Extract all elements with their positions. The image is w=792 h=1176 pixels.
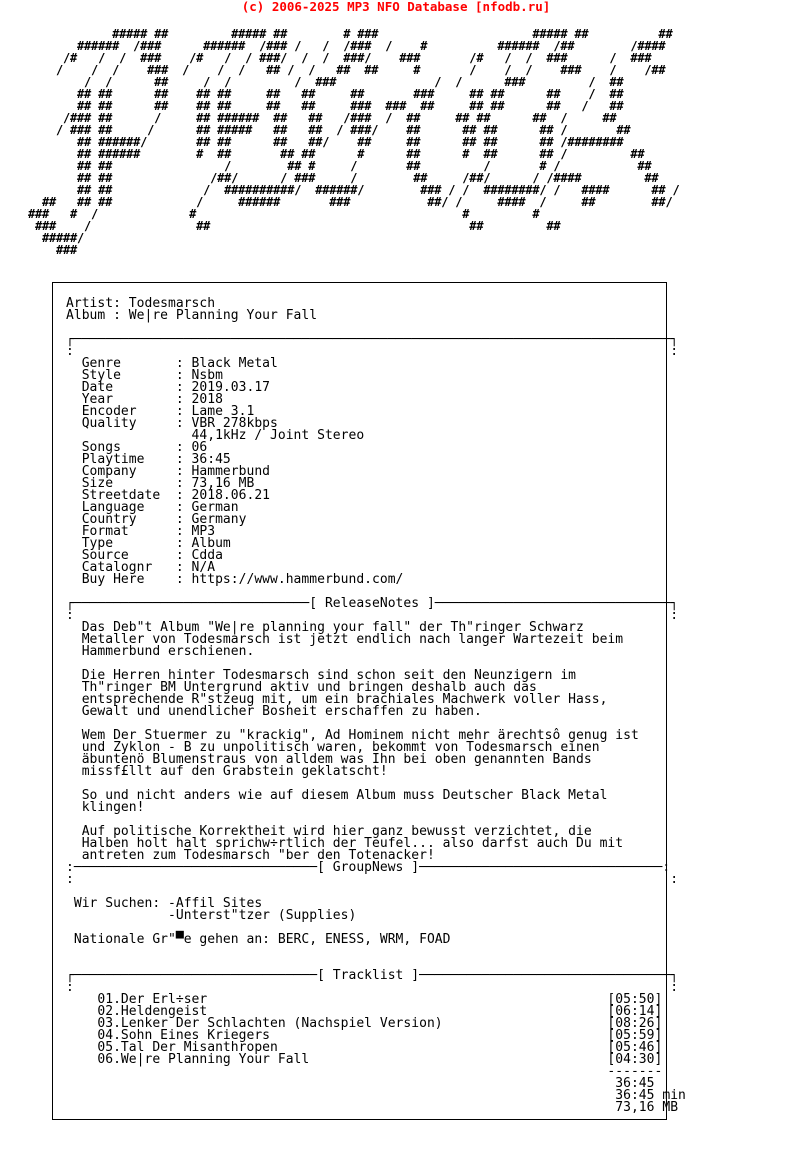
logo-line: ## ######/ ## ## ## ##/ ## ## ## ## ## /######## — [0, 135, 624, 149]
logo-line: ## ## / ##########/ ######/ ### / / ########/ / #### ## / — [0, 183, 680, 197]
nfo-line: Genre : Black Metal — [66, 356, 278, 371]
nfo-line: 36:45 min — [66, 1088, 686, 1103]
nfo-line: Quality : VBR 278kbps — [66, 416, 278, 431]
nfo-line: : : — [66, 980, 679, 995]
logo-line: ## ## ## / ###### ### ##/ / #### / ## ##/ — [0, 195, 673, 209]
nfo-line: Playtime : 36:45 — [66, 452, 231, 467]
nfo-line: Das Deb"t Album "We|re planning your fall" der Th"ringer Schwarz — [66, 620, 584, 635]
nfo-line: Format : MP3 — [66, 524, 216, 539]
nfo-line: missf£llt auf den Grabstein geklatscht! — [66, 764, 388, 779]
nfo-line: Artist: Todesmarsch — [66, 296, 216, 311]
logo-line: ### — [0, 243, 78, 257]
nfo-line: Streetdate : 2018.06.21 — [66, 488, 271, 503]
nfo-line: 36:45 — [66, 1076, 655, 1091]
nfo-line: Type : Album — [66, 536, 231, 551]
logo-line: ## ## ## ## ## ## ## ### ### ## ## ## ## / ## — [0, 99, 624, 113]
nfo-line: Die Herren hinter Todesmarsch sind schon seit den Neunzigern im — [66, 668, 577, 683]
nfo-line: ┌──────────────────────────────[ ReleaseNotes ]──────────────────────────────┐ — [66, 596, 679, 611]
nfo-line: entsprechende R"stzeug mit, um ein brachiales Machwerk voller Hass, — [66, 692, 608, 707]
nfo-line: So und nicht anders wie auf diesem Album muss Deutscher Black Metal — [66, 788, 608, 803]
nfo-line: antreten zum Todesmarsch "ber den Totenacker! — [66, 848, 435, 863]
nfo-line: : : — [66, 608, 679, 623]
logo-line: / / ## / / / ### / / ### / ## — [0, 75, 624, 89]
nfo-line: Songs : 06 — [66, 440, 208, 455]
site-copyright-header: (c) 2006-2025 MP3 NFO Database [nfodb.ru] — [241, 0, 551, 14]
nfo-line: Metaller von Todesmarsch ist jetzt endlich nach langer Wartezeit beim — [66, 632, 624, 647]
nfo-line: 01.Der Erl÷ser [05:50] — [66, 992, 663, 1007]
nfo-line: Style : Nsbm — [66, 368, 223, 383]
nfo-line: Auf politische Korrektheit wird hier ganz bewusst verzichtet, die — [66, 824, 592, 839]
nfo-line: Date : 2019.03.17 — [66, 380, 271, 395]
nfo-line: klingen! — [66, 800, 145, 815]
nfo-line: 73,16 MB — [66, 1100, 679, 1115]
nfo-line: Nationale Gr"▀e gehen an: BERC, ENESS, WRM, FOAD — [66, 932, 451, 947]
nfo-line: :───────────────────────────────[ GroupNews ]───────────────────────────────: — [66, 860, 671, 875]
nfo-line: Year : 2018 — [66, 392, 223, 407]
nfo-line: Hammerbund erschienen. — [66, 644, 255, 659]
nfo-line: Catalognr : N/A — [66, 560, 216, 575]
nfo-line: Language : German — [66, 500, 239, 515]
logo-line: ## ## /##/ / ### / ## /##/ / /#### ## — [0, 171, 659, 185]
nfo-line: Th"ringer BM Untergrund aktiv und bringen deshalb auch das — [66, 680, 537, 695]
nfo-line: Country : Germany — [66, 512, 247, 527]
nfo-line: äbuntenö Blumenstraus von alldem was Ihn bei oben genannten Bands — [66, 752, 592, 767]
nfo-line: : : — [66, 872, 679, 887]
logo-line: / ### ## / ## ##### ## ## / ###/ ## ## ## ## / ## — [0, 123, 631, 137]
nfo-line: 06.We|re Planning Your Fall [04:30] — [66, 1052, 663, 1067]
nfo-line: Encoder : Lame 3.1 — [66, 404, 255, 419]
logo-line: #####/ — [0, 231, 85, 245]
nfo-line — [66, 946, 686, 958]
logo-line: /# / / ### /# / / ###/ / / ###/ ### /# / / ### / ### — [0, 51, 652, 65]
logo-line: /### ## / ## ###### ## ## /### / ## ## ## ## / ## — [0, 111, 617, 125]
nfo-line: 03.Lenker Der Schlachten (Nachspiel Version) [08:26] — [66, 1016, 663, 1031]
nfo-line: Company : Hammerbund — [66, 464, 271, 479]
nfo-line: ┌───────────────────────────────[ Tracklist ]────────────────────────────────┐ — [66, 968, 679, 983]
ascii-art-logo — [0, 28, 679, 256]
nfo-line: Size : 73,16 MB — [66, 476, 255, 491]
nfo-line: ┌────────────────────────────────────────────────────────────────────────────┐ — [66, 332, 679, 347]
logo-line: ## ###### # ## ## ## # ## # ## ## / ## — [0, 147, 645, 161]
logo-line: ## ## ## ## ## ## ## ## ### ## ## ## / ## — [0, 87, 624, 101]
nfo-line: 02.Heldengeist [06:14] — [66, 1004, 663, 1019]
nfo-line: Wem Der Stuermer zu "krackig", Ad Hominem nicht mehr ärechtsô genug ist — [66, 728, 639, 743]
nfo-line: : : — [66, 344, 679, 359]
logo-line: / / / ### / / / ## / / ## ## # / / / ### / /## — [0, 63, 666, 77]
logo-line: ###### /### ###### /### / / /### / # ###### /## /#### — [0, 39, 666, 53]
nfo-line: 44,1kHz / Joint Stereo — [66, 428, 365, 443]
nfo-line: Album : We|re Planning Your Fall — [66, 308, 318, 323]
logo-line: ##### ## ##### ## # ### ##### ## ## — [0, 27, 673, 41]
nfo-line: -Unterst"tzer (Supplies) — [66, 908, 357, 923]
nfo-line: Gewalt und unendlicher Bosheit erschaffen zu haben. — [66, 704, 482, 719]
nfo-line: 04.Sohn Eines Kriegers [05:59] — [66, 1028, 663, 1043]
nfo-line: 05.Tal Der Misanthropen [05:46] — [66, 1040, 663, 1055]
nfo-line: Buy Here : https://www.hammerbund.com/ — [66, 572, 404, 587]
nfo-line: Source : Cdda — [66, 548, 223, 563]
nfo-line: ------- — [66, 1064, 663, 1079]
logo-line: ## ## / ## # / ## / # / ## — [0, 159, 652, 173]
nfo-line: und Zyklon - B zu unpolitisch waren, bekommt von Todesmarsch einen — [66, 740, 600, 755]
logo-line: ### / ## ## ## — [0, 219, 561, 233]
nfo-line: Wir Suchen: -Affil Sites — [66, 896, 263, 911]
nfo-text — [66, 298, 686, 1114]
logo-line: ### # / # # # — [0, 207, 540, 221]
nfo-line: Halben holt halt sprichw÷rtlich der Teufel... also darfst auch Du mit — [66, 836, 624, 851]
